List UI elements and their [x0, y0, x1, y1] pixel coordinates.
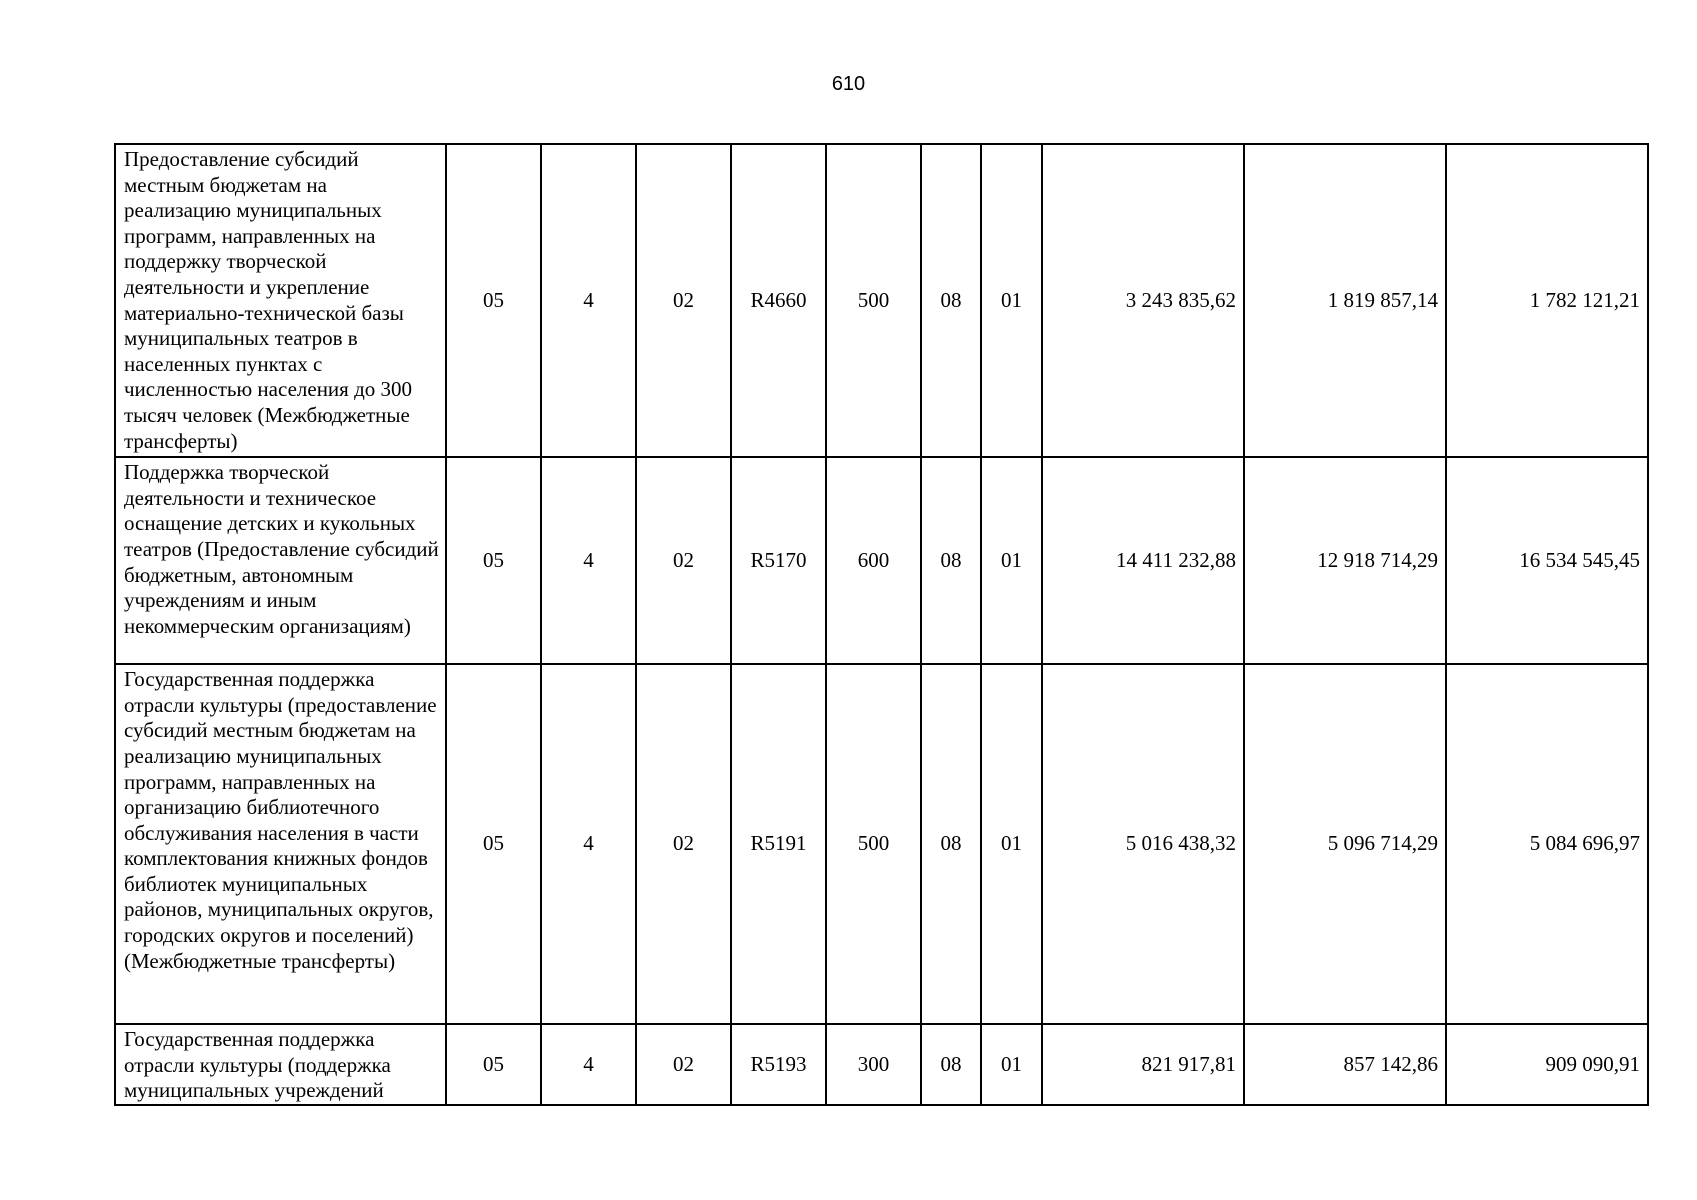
- direction-code: R5170: [731, 457, 826, 664]
- amount-year-3: 1 782 121,21: [1446, 144, 1648, 457]
- event-code: 02: [636, 1024, 731, 1105]
- direction-code: R5193: [731, 1024, 826, 1105]
- row-description: Государственная поддержка отрасли культуры (поддержка муниципальных учреждений: [124, 1027, 391, 1103]
- section-code: 08: [921, 1024, 981, 1105]
- table-row: [115, 1024, 1648, 1105]
- subsection-code: 01: [981, 457, 1042, 664]
- amount-year-1: 14 411 232,88: [1042, 457, 1244, 664]
- event-code: 02: [636, 664, 731, 1024]
- event-code: 02: [636, 144, 731, 457]
- expense-type-code: 300: [826, 1024, 921, 1105]
- program-code: 05: [446, 664, 541, 1024]
- expense-type-code: 500: [826, 144, 921, 457]
- expense-type-code: 600: [826, 457, 921, 664]
- subsection-code: 01: [981, 664, 1042, 1024]
- amount-year-2: 5 096 714,29: [1244, 664, 1446, 1024]
- program-code: 05: [446, 457, 541, 664]
- amount-year-1: 821 917,81: [1042, 1024, 1244, 1105]
- amount-year-1: 5 016 438,32: [1042, 664, 1244, 1024]
- expense-type-code: 500: [826, 664, 921, 1024]
- table-row: [115, 457, 1648, 664]
- table-row: [115, 144, 1648, 457]
- amount-year-2: 857 142,86: [1244, 1024, 1446, 1105]
- budget-table: [114, 143, 1649, 1106]
- amount-year-3: 909 090,91: [1446, 1024, 1648, 1105]
- amount-year-3: 16 534 545,45: [1446, 457, 1648, 664]
- amount-year-1: 3 243 835,62: [1042, 144, 1244, 457]
- row-description: Поддержка творческой деятельности и техническое оснащение детских и кукольных театров (Предоставление субсидий бюджетным, автономным учреждениям и иным некоммерческим организациям): [115, 457, 446, 664]
- row-description: Государственная поддержка отрасли культуры (предоставление субсидий местным бюджетам на реализацию муниципальных программ, направленных на организацию библиотечного обслуживания населения в части комплектования книжных фондов библиотек муниципальных районов, муниципальных округов, городских округов и поселений) (Межбюджетные трансферты): [115, 664, 446, 1024]
- section-code: 08: [921, 664, 981, 1024]
- amount-year-2: 1 819 857,14: [1244, 144, 1446, 457]
- page-number: 610: [831, 73, 866, 95]
- subprogram-code: 4: [541, 664, 636, 1024]
- amount-year-3: 5 084 696,97: [1446, 664, 1648, 1024]
- amount-year-2: 12 918 714,29: [1244, 457, 1446, 664]
- row-description: Предоставление субсидий местным бюджетам на реализацию муниципальных программ, направленных на поддержку творческой деятельности и укрепление материально-технической базы муниципальных театров в населенных пунктах с численностью населения до 300 тысяч человек (Межбюджетные трансферты): [115, 144, 446, 457]
- subprogram-code: 4: [541, 144, 636, 457]
- subprogram-code: 4: [541, 457, 636, 664]
- subsection-code: 01: [981, 1024, 1042, 1105]
- event-code: 02: [636, 457, 731, 664]
- subsection-code: 01: [981, 144, 1042, 457]
- direction-code: R4660: [731, 144, 826, 457]
- program-code: 05: [446, 144, 541, 457]
- direction-code: R5191: [731, 664, 826, 1024]
- table-row: [115, 664, 1648, 1024]
- section-code: 08: [921, 457, 981, 664]
- section-code: 08: [921, 144, 981, 457]
- program-code: 05: [446, 1024, 541, 1105]
- row-description-cell: [115, 1024, 446, 1105]
- subprogram-code: 4: [541, 1024, 636, 1105]
